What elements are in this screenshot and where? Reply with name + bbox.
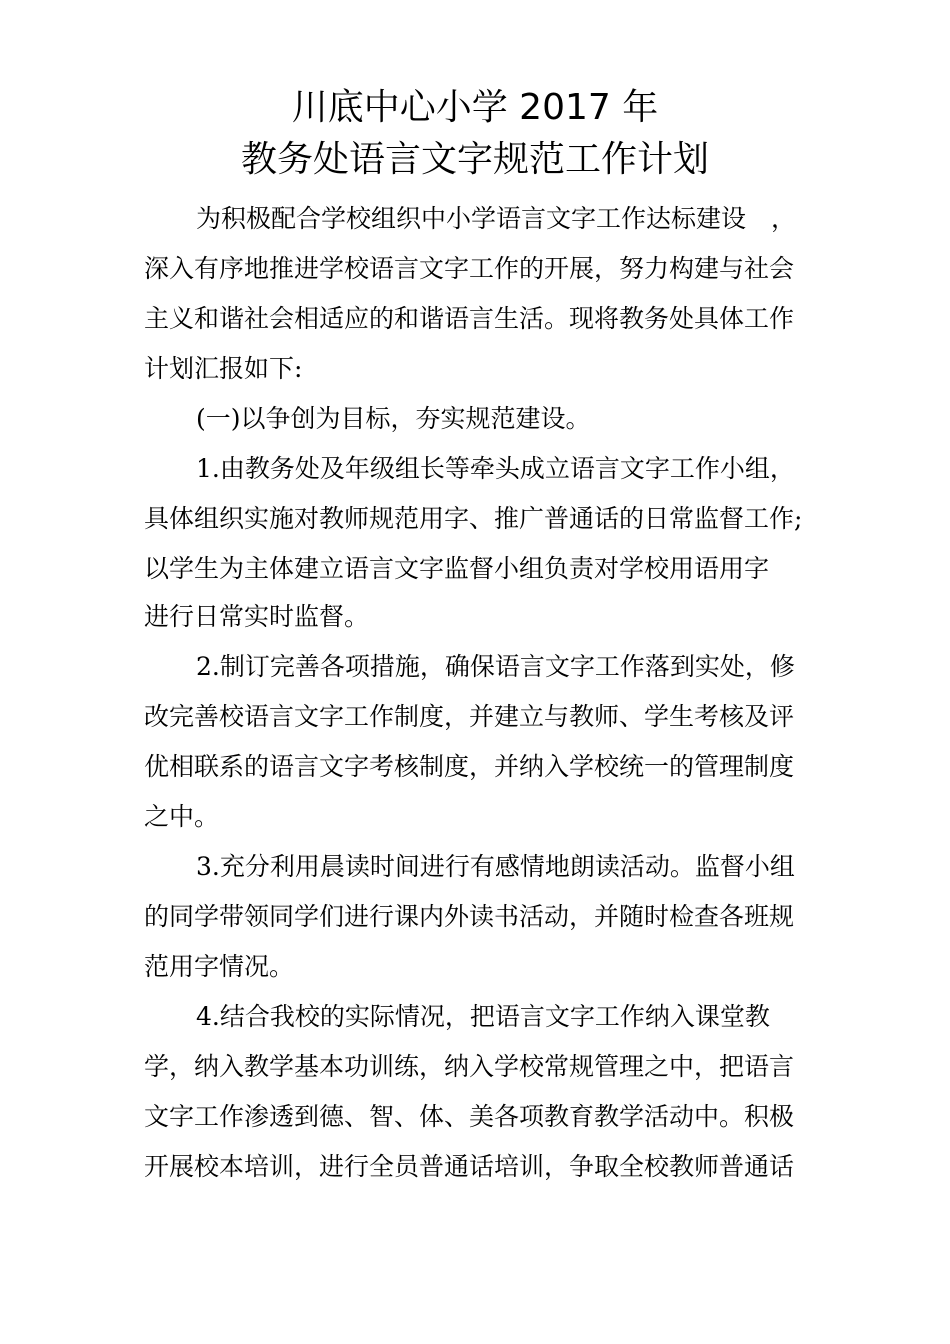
paragraph-line: 改完善校语言文字工作制度，并建立与教师、学生考核及评 (144, 702, 795, 731)
paragraph-line: 的同学带领同学们进行课内外读书活动，并随时检查各班规 (144, 902, 795, 931)
paragraph-line: 具体组织实施对教师规范用字、推广普通话的日常监督工作; (144, 504, 803, 533)
paragraph-line: 为积极配合学校组织中小学语言文字工作达标建设 ， (196, 204, 797, 233)
paragraph-line: 1.由教务处及年级组长等牵头成立语言文字工作小组， (196, 454, 795, 483)
paragraph-line: 之中。 (144, 802, 220, 831)
document-title-line1: 川底中心小学 2017 年 (291, 87, 659, 128)
paragraph-line: 主义和谐社会相适应的和谐语言生活。现将教务处具体工作 (144, 304, 795, 333)
paragraph-line: 2.制订完善各项措施，确保语言文字工作落到实处，修 (196, 652, 795, 681)
paragraph-line: 范用字情况。 (144, 952, 295, 981)
paragraph-line: 优相联系的语言文字考核制度，并纳入学校统一的管理制度 (144, 752, 795, 781)
paragraph-line: 文字工作渗透到德、智、体、美各项教育教学活动中。积极 (144, 1102, 795, 1131)
paragraph-line: 4.结合我校的实际情况，把语言文字工作纳入课堂教 (196, 1002, 770, 1031)
paragraph-line: 学，纳入教学基本功训练，纳入学校常规管理之中，把语言 (144, 1052, 795, 1081)
paragraph-line: 3.充分利用晨读时间进行有感情地朗读活动。监督小组 (196, 852, 795, 881)
document-title-line2: 教务处语言文字规范工作计划 (240, 139, 709, 180)
paragraph-line: 开展校本培训，进行全员普通话培训，争取全校教师普通话 (144, 1152, 795, 1181)
section-heading: (一)以争创为目标，夯实规范建设。 (196, 404, 591, 433)
paragraph-line: 进行日常实时监督。 (144, 602, 370, 631)
paragraph-line: 计划汇报如下: (144, 354, 303, 383)
paragraph-line: 深入有序地推进学校语言文字工作的开展，努力构建与社会 (144, 254, 795, 283)
paragraph-line: 以学生为主体建立语言文字监督小组负责对学校用语用字 (144, 554, 770, 583)
